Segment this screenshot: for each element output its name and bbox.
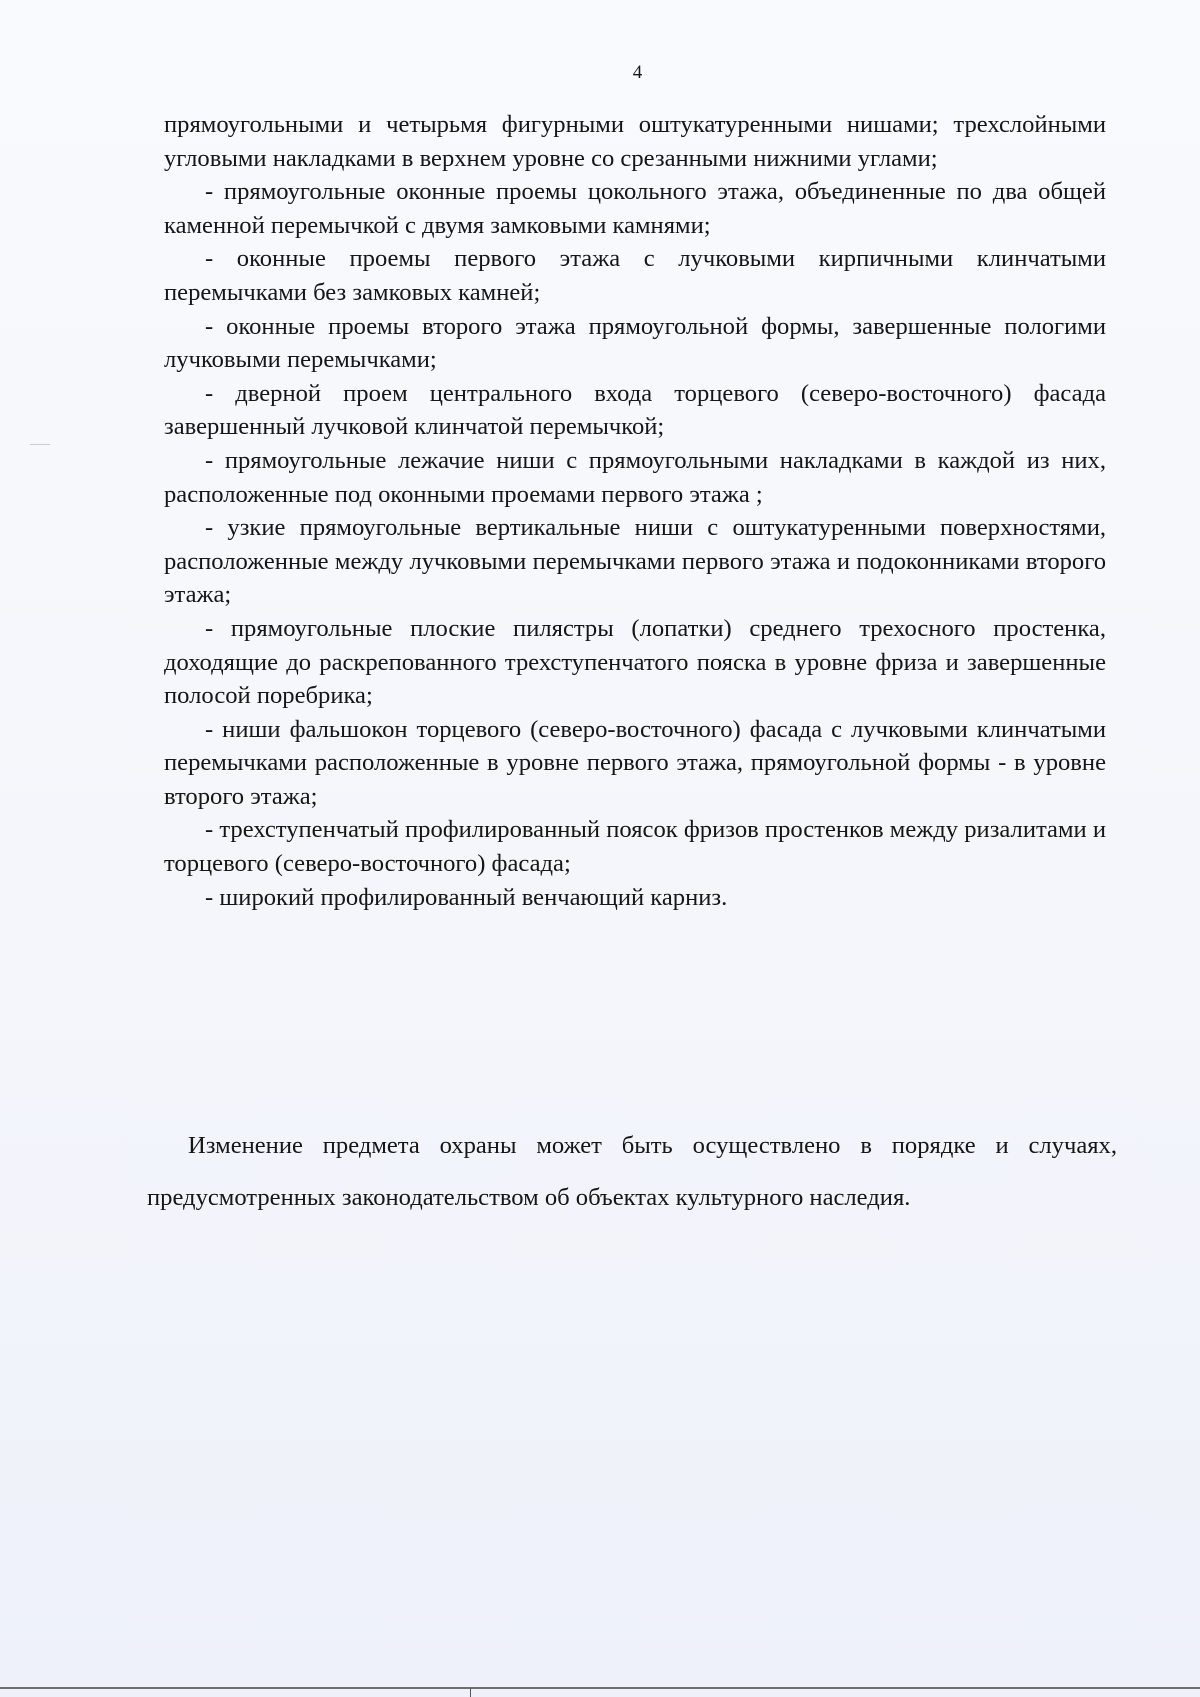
- page-number: 4: [632, 62, 643, 83]
- footer-paragraph: Изменение предмета охраны может быть осуществлено в порядке и случаях, предусмотренных законодательством об объектах культурного наследия.: [147, 1132, 1117, 1211]
- amendment-note: [147, 1120, 1117, 1224]
- list-item: - ниши фальшокон торцевого (северо-восточного) фасада с лучковыми клинчатыми перемычками расположенные в уровне первого этажа, прямоугольной формы - в уровне второго этажа;: [164, 715, 1106, 810]
- scan-artifact-mark: [30, 444, 50, 445]
- bottom-border-tick: [470, 1688, 471, 1697]
- list-item: - узкие прямоугольные вертикальные ниши с оштукатуренными поверхностями, расположенные между лучковыми перемычками первого этажа и подоконниками второго этажа;: [164, 514, 1106, 609]
- list-item: - оконные проемы первого этажа с лучковыми кирпичными клинчатыми перемычками без замковых камней;: [164, 245, 1106, 306]
- protection-subject-list: [164, 108, 1106, 914]
- list-item: - оконные проемы второго этажа прямоугольной формы, завершенные пологими лучковыми перемычками;: [164, 312, 1106, 374]
- list-item: - широкий профилированный венчающий карниз.: [205, 883, 728, 911]
- list-item: - трехступенчатый профилированный поясок фризов простенков между ризалитами и торцевого (северо-восточного) фасада;: [164, 816, 1106, 878]
- bottom-border-line: [0, 1687, 1200, 1689]
- list-item: - прямоугольные плоские пилястры (лопатки) среднего трехосного простенка, доходящие до раскрепованного трехступенчатого пояска в уровне фриза и завершенные полосой поребрика;: [164, 614, 1106, 710]
- list-item: - прямоугольные лежачие ниши с прямоугольными накладками в каждой из них, расположенные под оконными проемами первого этажа ;: [164, 446, 1106, 508]
- continuation-paragraph: прямоугольными и четырьмя фигурными оштукатуренными нишами; трехслойными угловыми накладками в верхнем уровне со срезанными нижними углами;: [164, 111, 1106, 172]
- list-item: - дверной проем центрального входа торцевого (северо-восточного) фасада завершенный лучковой клинчатой перемычкой;: [164, 379, 1106, 441]
- list-item: - прямоугольные оконные проемы цокольного этажа, объединенные по два общей каменной перемычкой с двумя замковыми камнями;: [164, 178, 1106, 239]
